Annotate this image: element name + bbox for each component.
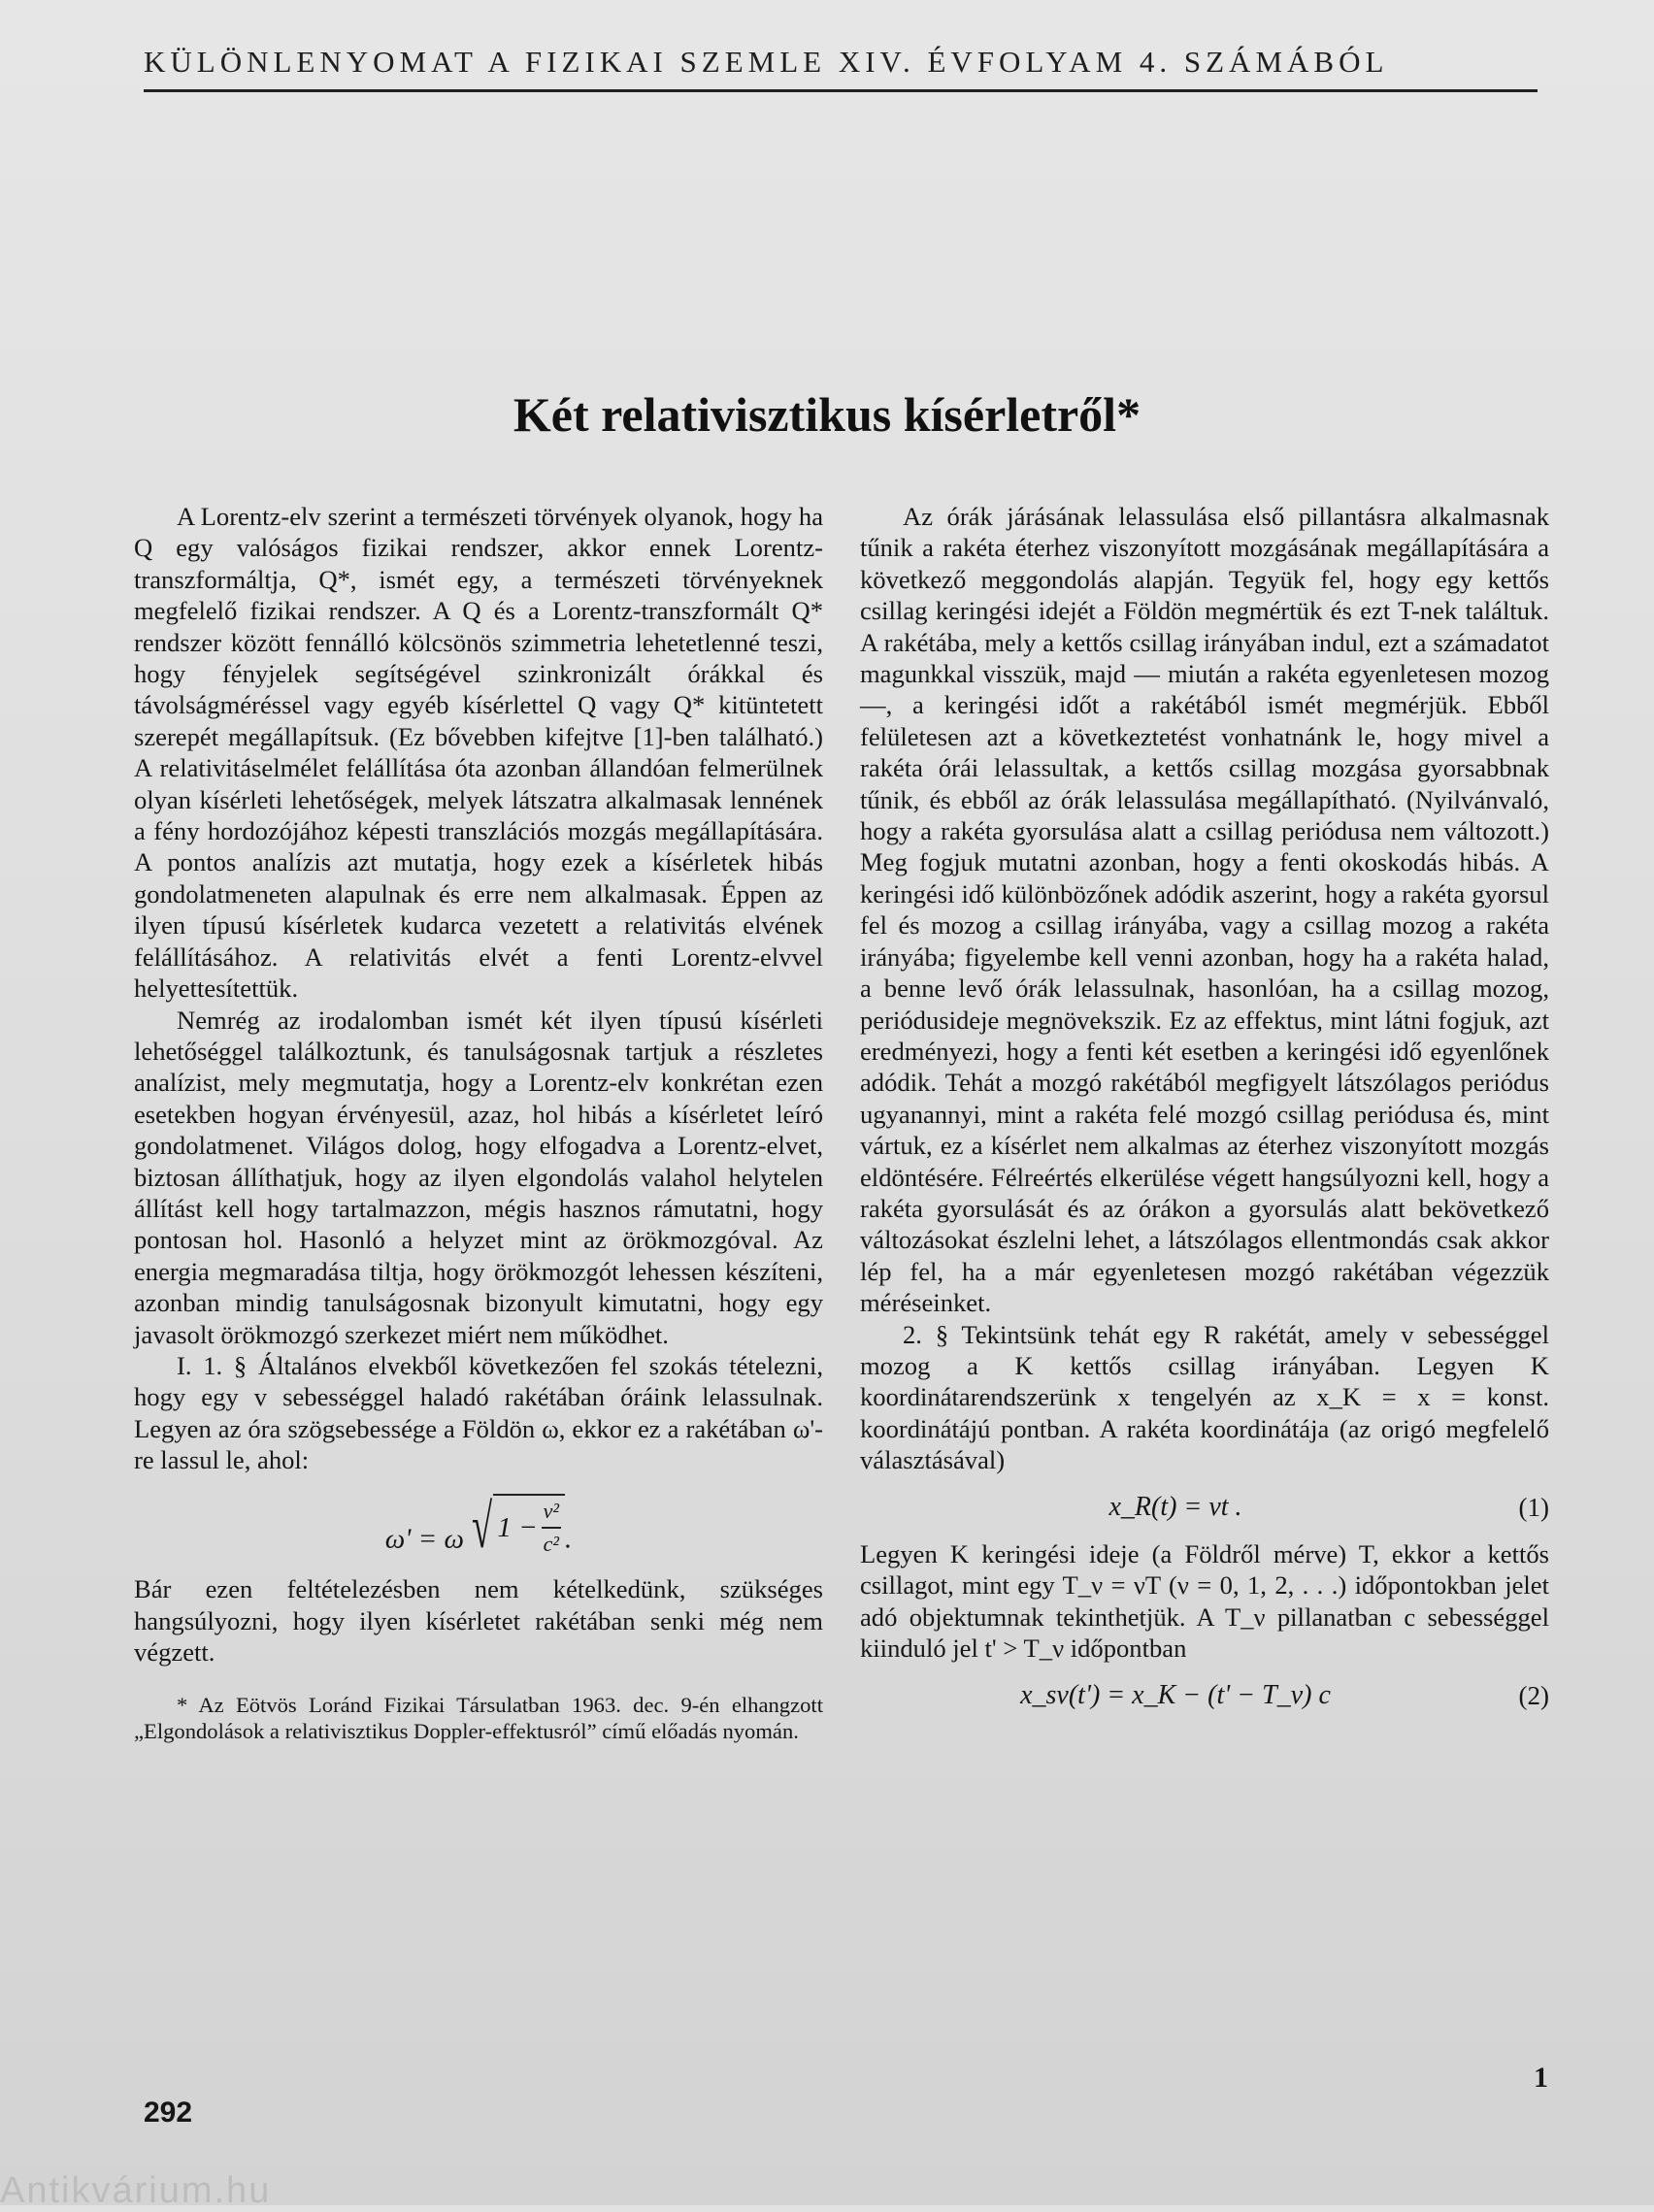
fraction-numerator: v² bbox=[542, 1496, 561, 1529]
paragraph: Bár ezen feltételezésben nem kételkedünk, szükséges hangsúlyozni, hogy ilyen kísérletet rakétában senki még nem végzett. bbox=[134, 1574, 823, 1667]
equation-omega: ω' = ω √ 1 − $\frac{\text{v²}}{\text{c²}}$ . bbox=[384, 1492, 573, 1561]
sqrt-expression bbox=[471, 1494, 565, 1561]
fraction bbox=[542, 1496, 561, 1561]
page-number-left: 292 bbox=[144, 2096, 193, 2129]
paragraph: Legyen K keringési ideje (a Földről mérve) T, ekkor a kettős csillagot, mint egy T_ν = νT (ν = 0, 1, 2, . . .) időpontokban jelet adó objektumnak tekinthetjük. A T_ν pillanatban c sebességgel kiinduló jel t' > T_ν időpontban bbox=[860, 1539, 1549, 1664]
running-head: KÜLÖNLENYOMAT A FIZIKAI SZEMLE XIV. ÉVFOLYAM 4. SZÁMÁBÓL bbox=[144, 45, 1389, 79]
page-number-right: 1 bbox=[1534, 2062, 1548, 2094]
paragraph: A Lorentz-elv szerint a természeti törvények olyanok, hogy ha Q egy valóságos fizikai rendszer, akkor ennek Lorentz-transzformáltja, Q*, ismét egy, a természeti törvényeknek megfelelő fizikai rendszer. A Q és a Lorentz-transzformált Q* rendszer között fennálló kölcsönös szimmetria lehetetlenné teszi, hogy fényjelek segítségével szinkronizált órákkal és távolságméréssel vagy egyéb kísérlettel Q vagy Q* kitüntetett szerepét megállapítsuk. (Ez bővebben kifejtve [1]-ben található.) A relativitáselmélet felállítása óta azonban állandóan felmerülnek olyan kísérleti lehetőségek, melyek látszatra alkalmasak lennének a fény hordozójához képesti transzlációs mozgás megállapítására. A pontos analízis azt mutatja, hogy ezek a kísérletek hibás gondolatmeneten alapulnak és erre nem alkalmasak. Éppen az ilyen típusú kísérletek kudarca vezetett a relativitás elvének felállításához. A relativitás elvét a fenti Lorentz-elvvel helyettesítettük. bbox=[134, 502, 823, 1004]
equation-1-number: (1) bbox=[1518, 1492, 1549, 1522]
equation-2 bbox=[860, 1680, 1549, 1711]
left-column bbox=[134, 501, 823, 1744]
paragraph: Az órák járásának lelassulása első pillantásra alkalmasnak tűnik a rakéta éterhez viszonyított mozgásának megállapítására a következő meggondolás alapján. Tegyük fel, hogy egy kettős csillag keringési idejét a Földön megmértük és ezt T-nek találtuk. A rakétába, mely a kettős csillag irányában indul, ezt a számadatot magunkkal visszük, majd — miután a rakéta egyenletesen mozog —, a keringési időt a rakétából ismét megmérjük. Ebből felületesen azt a következtetést vonhatnánk le, hogy mivel a rakéta órái lelassultak, a kettős csillag mozgása gyorsabbnak tűnik, és ebből az órák lelassulása megállapítható. (Nyilvánvaló, hogy a rakéta gyorsulása alatt a csillag periódusa nem változott.) Meg fogjuk mutatni azonban, hogy a fenti okoskodás hibás. A keringési idő különbözőnek adódik aszerint, hogy a rakéta gyorsul fel és mozog a csillag irányába, vagy a csillag mozog a rakéta irányába; figyelembe kell venni azonban, hogy ha a rakéta halad, a benne levő órák lelassulnak, hasonlóan, ha a csillag mozog, periódusideje megnövekszik. Ez az effektus, mint látni fogjuk, azt eredményezi, hogy a fenti két esetben a keringési idő egyenlőnek adódik. Tehát a mozgó rakétából megfigyelt látszólagos periódus ugyanannyi, mint a rakéta felé mozgó csillag periódusa és, mint vártuk, ez a kísérlet nem alkalmas az éterhez viszonyított mozgás eldöntésére. Félreértés elkerülése végett hangsúlyozni kell, hogy a rakéta gyorsulását és az órákon a gyorsulás alatt bekövetkező változásokat észlelni lehet, a látszólagos ellentmondás csak akkor lép fel, ha a már egyenletesen mozgó rakétában végezzük méréseinket. bbox=[860, 502, 1549, 1318]
paragraph: I. 1. § Általános elvekből következően fel szokás tételezni, hogy egy v sebességgel haladó rakétában óráink lelassulnak. Legyen az óra szögsebessége a Földön ω, ekkor ez a rakétában ω'-re lassul le, ahol: bbox=[134, 1350, 823, 1475]
radicand-text: 1 − bbox=[497, 1511, 538, 1543]
footnote bbox=[134, 1692, 823, 1744]
equation-1-body: x_R(t) = vt . bbox=[1108, 1491, 1242, 1522]
right-column bbox=[860, 501, 1549, 1727]
equation-2-body: x_sν(t') = x_K − (t' − T_ν) c bbox=[1020, 1679, 1331, 1710]
paragraph: 2. § Tekintsünk tehát egy R rakétát, amely v sebességgel mozog a K kettős csillag irányában. Legyen K koordinátarendszerünk x tengelyén az x_K = x = konst. koordinátájú pontban. A rakéta koordinátája (az origó megfelelő választásával) bbox=[860, 1319, 1549, 1475]
fraction-denominator: c² bbox=[543, 1532, 560, 1556]
watermark: Antikvárium.hu bbox=[0, 2170, 272, 2211]
footnote-text: * Az Eötvös Loránd Fizikai Társulatban 1963. dec. 9-én elhangzott „Elgondolások a relativisztikus Doppler-effektusról” című előadás nyomán. bbox=[134, 1692, 823, 1743]
equation-lhs: ω' = ω bbox=[384, 1523, 464, 1554]
radical-sign: √ bbox=[472, 1492, 493, 1561]
radicand bbox=[493, 1494, 565, 1561]
header-rule bbox=[144, 89, 1538, 92]
article-title: Két relativisztikus kísérletről* bbox=[513, 387, 1141, 442]
equation-2-number: (2) bbox=[1518, 1680, 1549, 1710]
equation-1 bbox=[860, 1492, 1549, 1523]
paragraph: Nemrég az irodalomban ismét két ilyen típusú kísérleti lehetőséggel találkoztunk, és tanulságosnak tartjuk a részletes analízist, mely megmutatja, hogy a Lorentz-elv konkrétan ezen esetekben hogyan érvényesül, azaz, hol hibás a kísérletet leíró gondolatmenet. Világos dolog, hogy elfogadva a Lorentz-elvet, biztosan állíthatjuk, hogy az ilyen elgondolás valahol helytelen állítást kell hogy tartalmazzon, mégis hasznos rámutatni, hogy pontosan hol. Hasonló a helyzet mint az örökmozgóval. Az energia megmaradása tiltja, hogy örökmozgót lehessen készíteni, azonban mindig tanulságosnak bizonyult kimutatni, hogy egy javasolt örökmozgó szerkezet miért nem működhet. bbox=[134, 1005, 823, 1349]
